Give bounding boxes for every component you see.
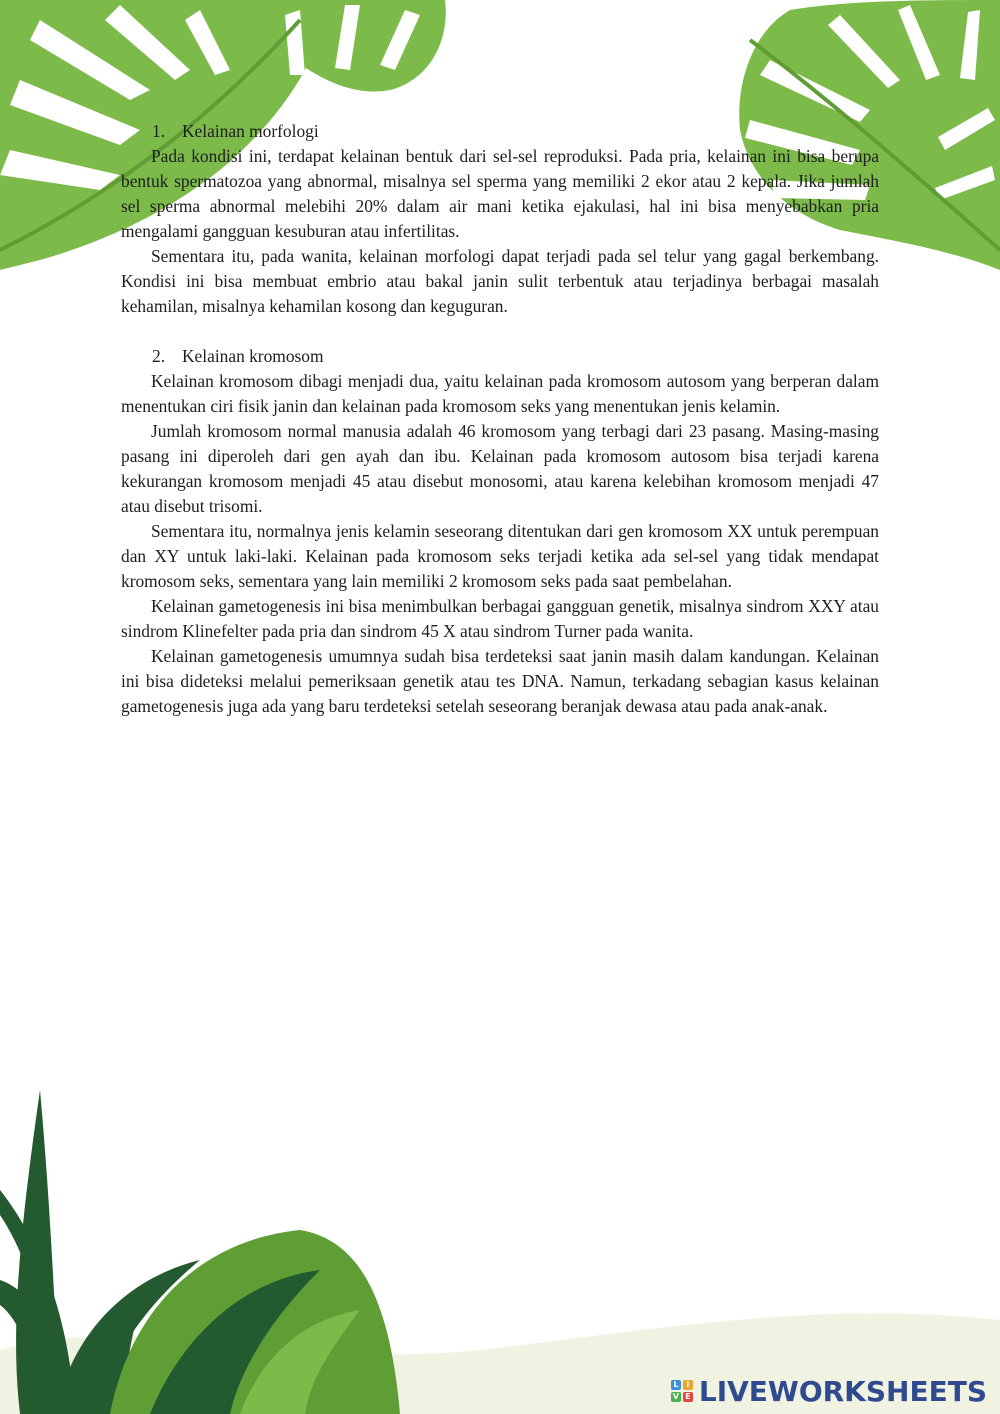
paragraph: Sementara itu, normalnya jenis kelamin seseorang ditentukan dari gen kromosom XX untuk perempuan dan XY untuk laki-laki. Kelainan pada kromosom seks terjadi ketika ada sel-sel yang tidak mendapat kromosom seks, sementara yang lain memiliki 2 kromosom seks pada saat pembelahan. [121,521,879,591]
paragraph: Kelainan kromosom dibagi menjadi dua, yaitu kelainan pada kromosom autosom yang berperan dalam menentukan ciri fisik janin dan kelainan pada kromosom seks yang menentukan jenis kelamin. [121,371,879,416]
paragraph: Sementara itu, pada wanita, kelainan morfologi dapat terjadi pada sel telur yang gagal berkembang. Kondisi ini bisa membuat embrio atau bakal janin sulit terbentuk atau terjadinya berbagai masalah kehamilan, misalnya kehamilan kosong dan keguguran. [121,246,879,316]
paragraph: Kelainan gametogenesis umumnya sudah bisa terdeteksi saat janin masih dalam kandungan. Kelainan ini bisa dideteksi melalui pemeriksaan genetik atau tes DNA. Namun, terkadang sebagian kasus kelainan gametogenesis juga ada yang baru terdeteksi setelah seseorang beranjak dewasa atau pada anak-anak. [121,646,879,716]
paragraph: Pada kondisi ini, terdapat kelainan bentuk dari sel-sel reproduksi. Pada pria, kelainan ini bisa berupa bentuk spermatozoa yang abnormal, misalnya sel sperma yang memiliki 2 ekor atau 2 kepala. Jika jumlah sel sperma abnormal melebihi 20% dalam air mani ketika ejakulasi, hal ini bisa menyebabkan pria mengalami gangguan kesuburan atau infertilitas. [121,146,879,241]
leaves-bottom-left-icon [0,1080,420,1414]
liveworksheets-mark-icon: L I V E [671,1380,693,1402]
document-body [121,119,879,719]
liveworksheets-logo [671,1374,987,1408]
section-title: Kelainan morfologi [182,121,319,141]
paragraph: Kelainan gametogenesis ini bisa menimbulkan berbagai gangguan genetik, misalnya sindrom XXY atau sindrom Klinefelter pada pria dan sindrom 45 X atau sindrom Turner pada wanita. [121,596,879,641]
section-title: Kelainan kromosom [182,346,324,366]
watermark-text: LIVEWORKSHEETS [698,1374,987,1408]
section-number: 1. [152,121,166,141]
section-heading [121,119,879,144]
section-number: 2. [152,346,166,366]
paragraph: Jumlah kromosom normal manusia adalah 46 kromosom yang terbagi dari 23 pasang. Masing-masing pasang ini diperoleh dari gen ayah dan ibu. Kelainan pada kromosom autosom bisa terjadi karena kekurangan kromosom menjadi 45 atau disebut monosomi, atau karena kelebihan kromosom menjadi 47 atau disebut trisomi. [121,421,879,516]
section-heading [121,344,879,369]
